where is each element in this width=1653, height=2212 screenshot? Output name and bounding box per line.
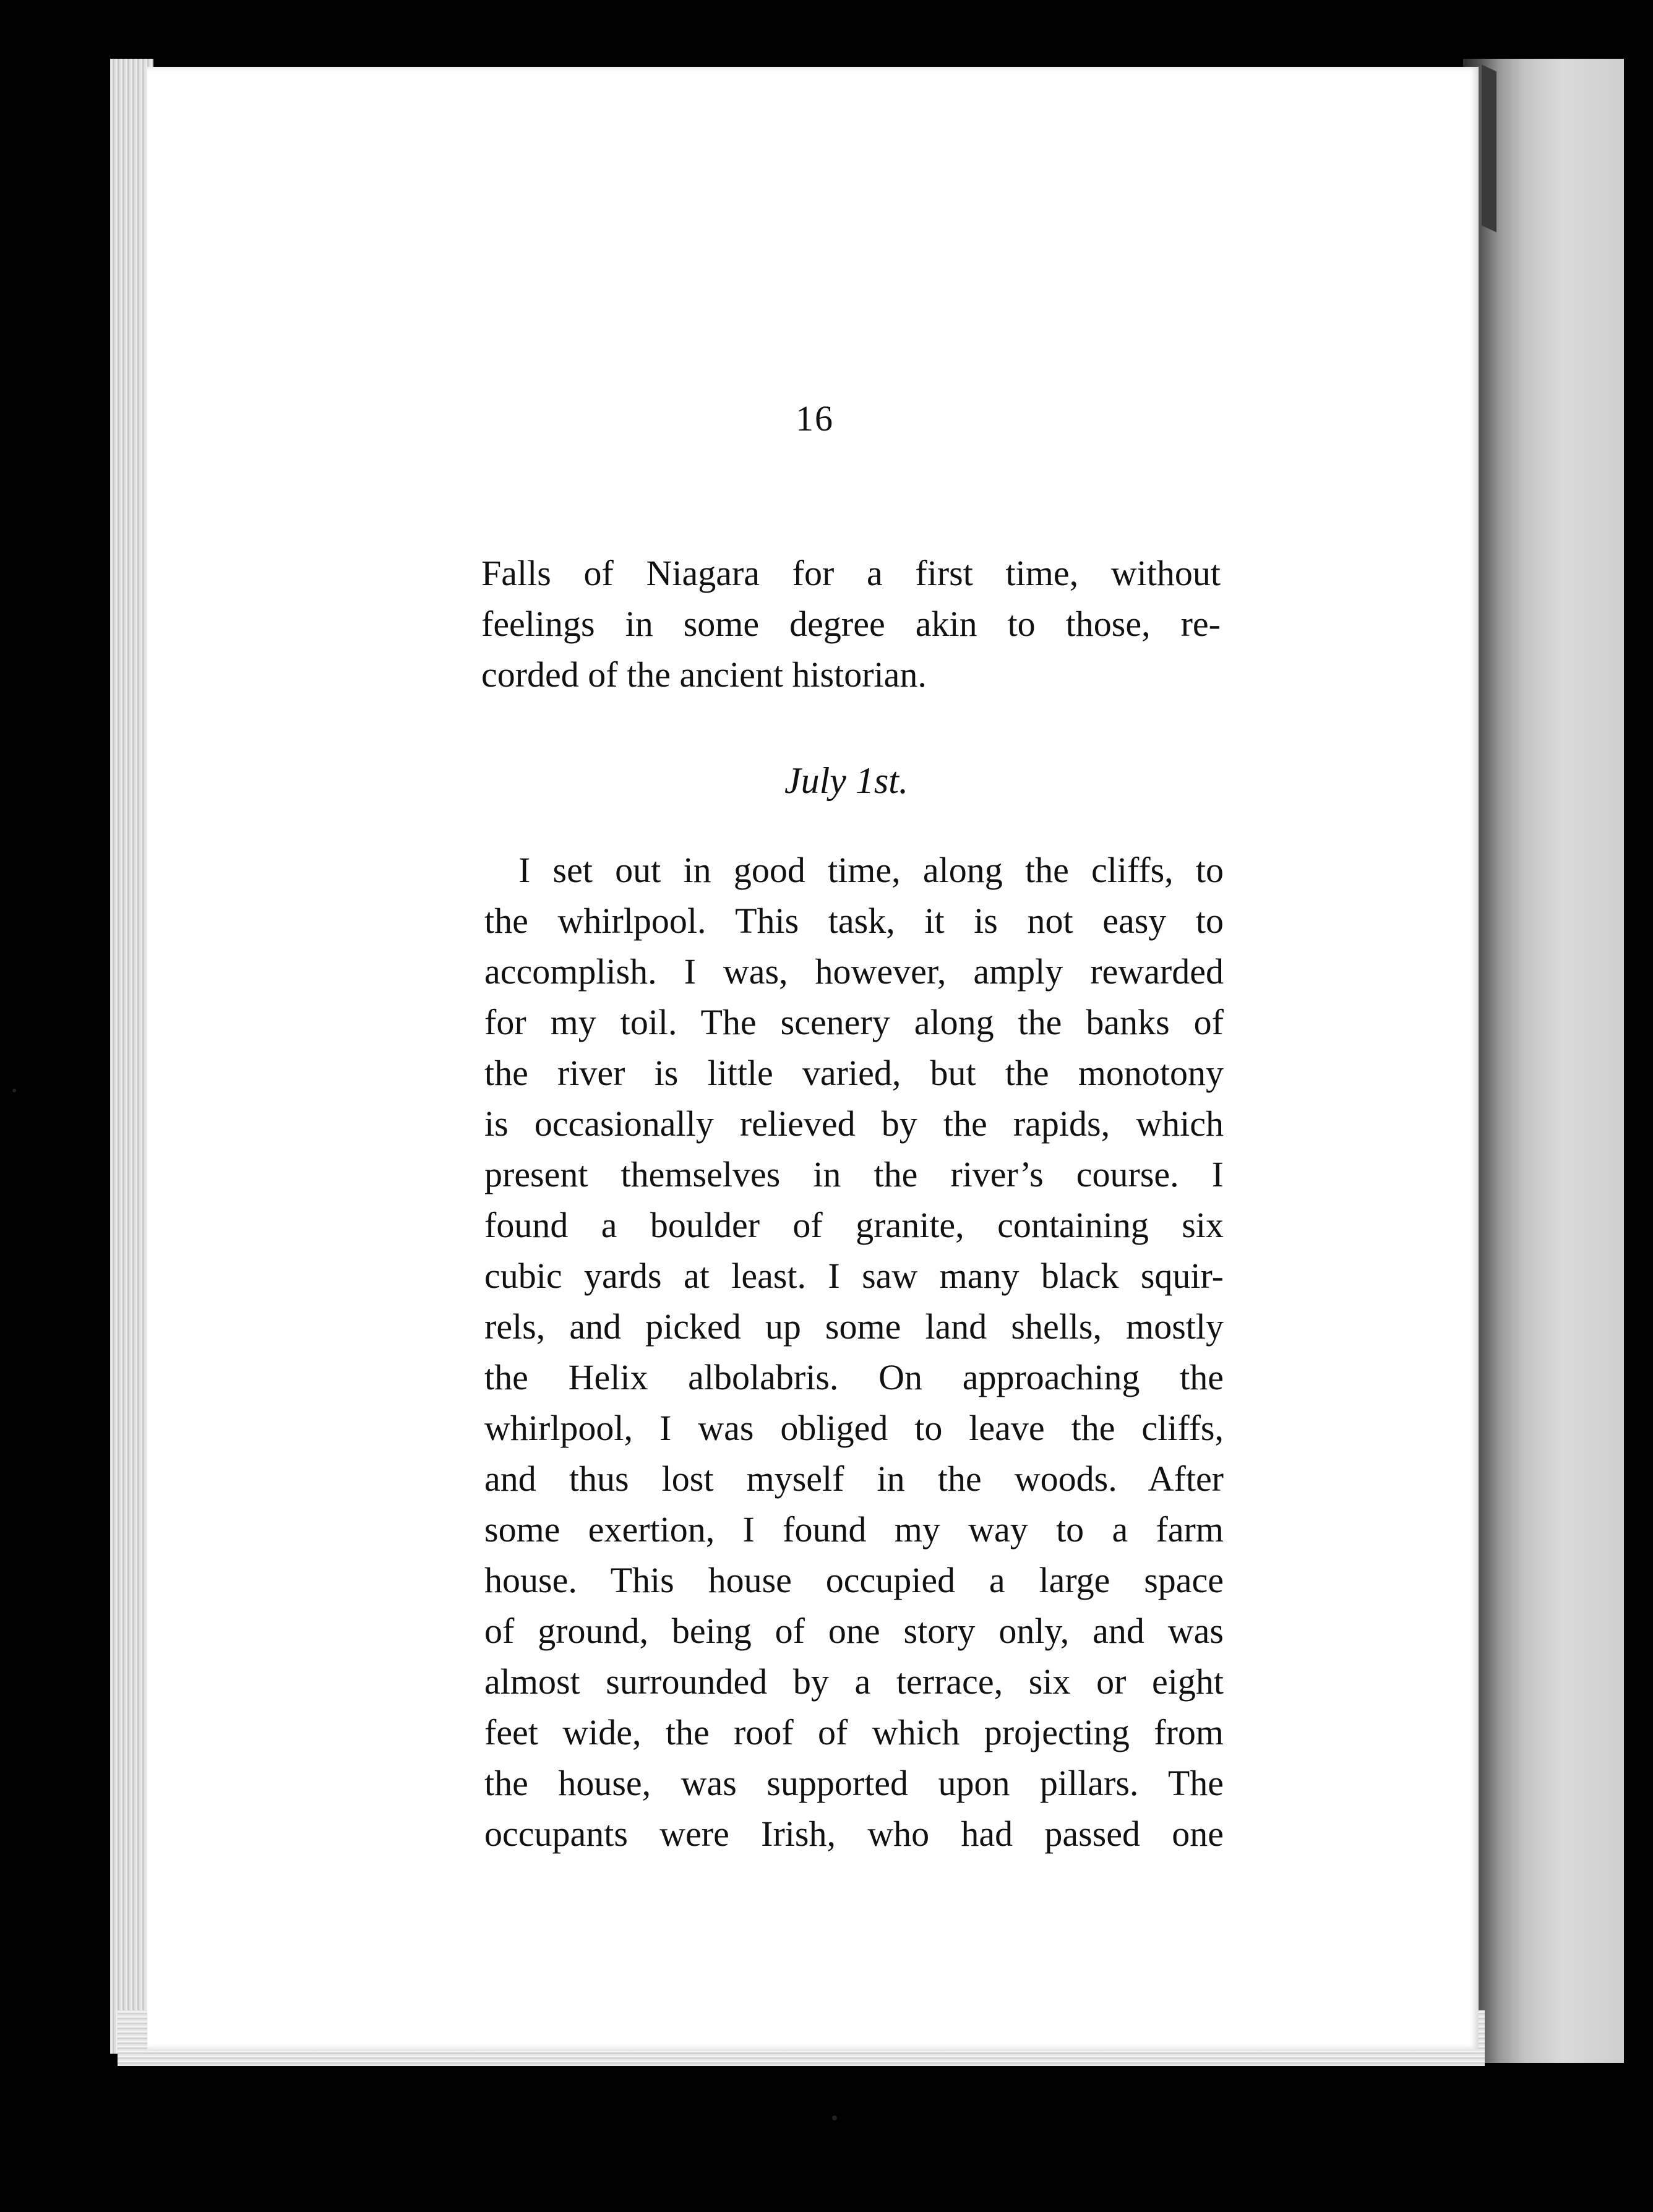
text-line: Falls of Niagara for a first time, without [481, 553, 1221, 593]
date-heading: July 1st. [784, 760, 908, 801]
facing-page-edge [1463, 59, 1624, 2063]
text-line: I set out in good time, along the cliffs, to [518, 850, 1224, 890]
continuation-text [481, 548, 1221, 700]
text-line: corded of the ancient historian. [481, 654, 927, 695]
text-line: the whirlpool. This task, it is not easy to [484, 901, 1224, 941]
text-line: almost surrounded by a terrace, six or eight [484, 1661, 1224, 1702]
page-number: 16 [796, 398, 834, 439]
text-line: found a boulder of granite, containing six [484, 1205, 1224, 1245]
text-line: for my toil. The scenery along the banks of [484, 1002, 1224, 1042]
facing-page-shadow [1482, 64, 1496, 232]
text-line: whirlpool, I was obliged to leave the cliffs, [484, 1408, 1224, 1448]
text-line: occupants were Irish, who had passed one [484, 1814, 1224, 1854]
text-line: present themselves in the river’s course. I [484, 1154, 1224, 1194]
text-line: and thus lost myself in the woods. After [484, 1459, 1224, 1499]
text-line: the house, was supported upon pillars. The [484, 1763, 1224, 1803]
text-line: some exertion, I found my way to a farm [484, 1509, 1224, 1550]
text-line: rels, and picked up some land shells, mostly [484, 1306, 1224, 1347]
journal-paragraph [484, 845, 1224, 1859]
text-line: feet wide, the roof of which projecting from [484, 1712, 1224, 1752]
scan-speck [12, 1089, 16, 1092]
text-line: the river is little varied, but the monotony [484, 1053, 1224, 1093]
text-line: accomplish. I was, however, amply rewarded [484, 951, 1224, 992]
book-page [147, 67, 1479, 2049]
scan-speck [832, 2116, 837, 2120]
text-line: house. This house occupied a large space [484, 1560, 1224, 1600]
text-line: is occasionally relieved by the rapids, which [484, 1104, 1224, 1144]
text-line: feelings in some degree akin to those, re- [481, 604, 1221, 644]
text-line: cubic yards at least. I saw many black squir- [484, 1256, 1224, 1296]
text-line: the Helix albolabris. On approaching the [484, 1357, 1224, 1397]
text-line: of ground, being of one story only, and was [484, 1611, 1224, 1651]
